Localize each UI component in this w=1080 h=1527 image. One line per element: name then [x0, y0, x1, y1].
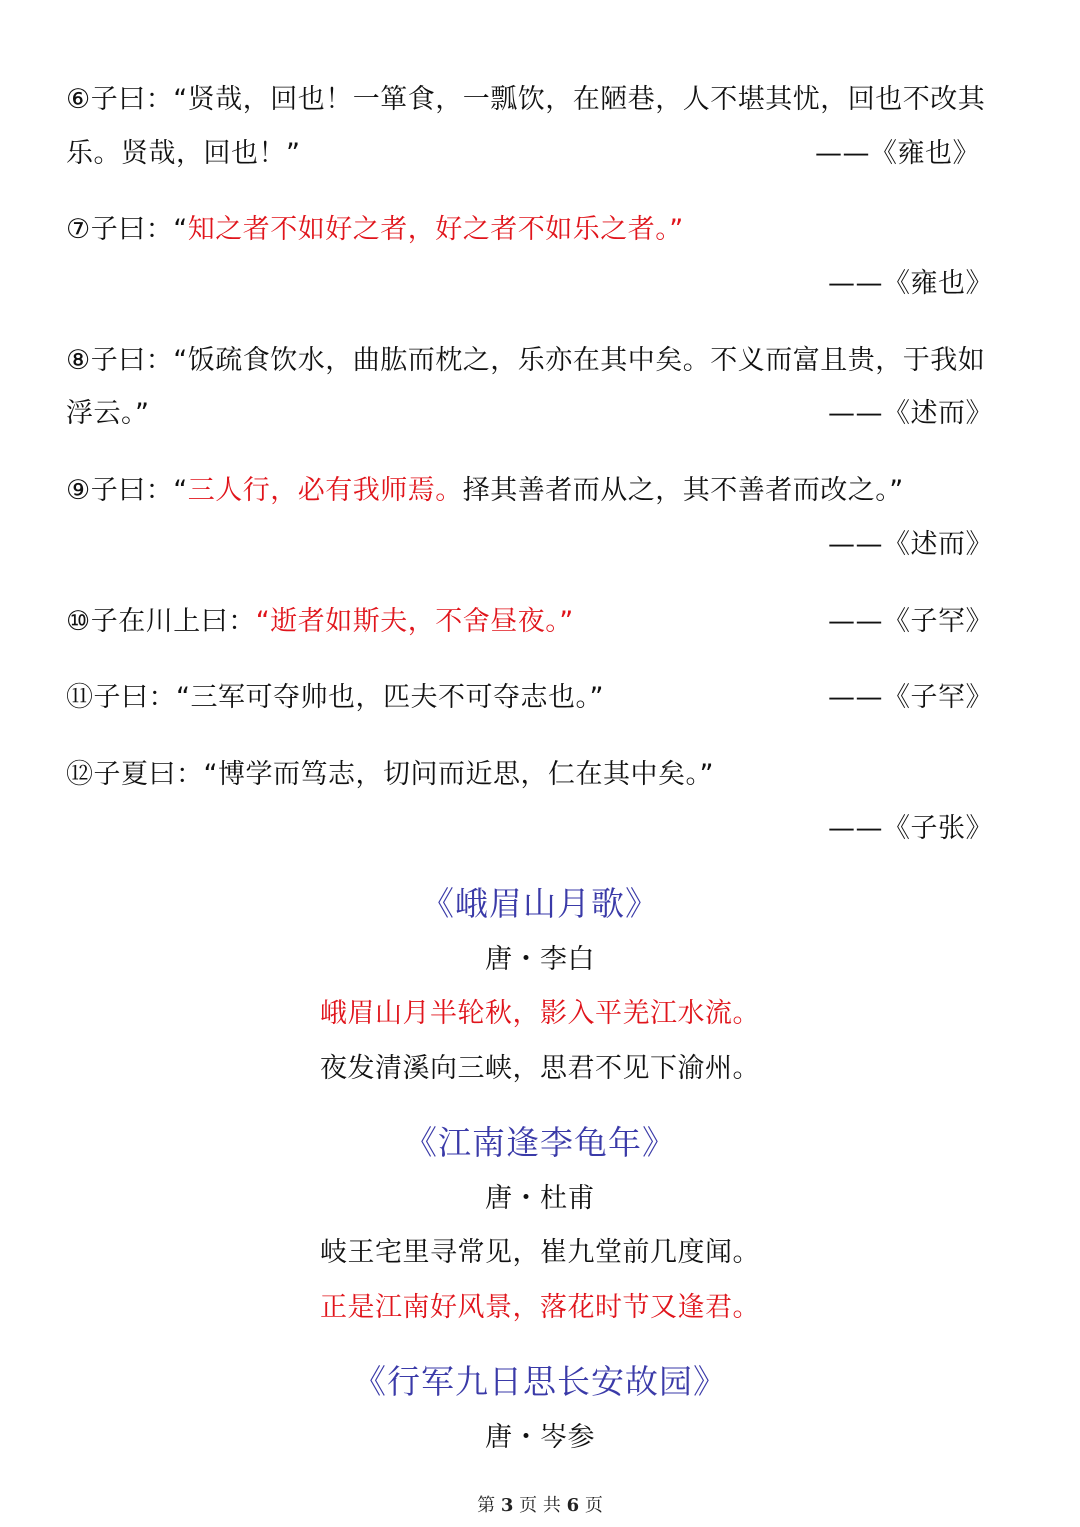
- poem-2-title: 《江南逢李龟年》: [404, 1123, 676, 1162]
- quote-9-source: ——《述而》: [828, 529, 993, 560]
- page-footer: [0, 1494, 1080, 1518]
- poem-1-author: 唐・李白: [485, 944, 595, 975]
- poem-2-author: 唐・杜甫: [485, 1183, 595, 1214]
- quote-text: ⑩子在川上曰：: [66, 606, 256, 637]
- quote-12-source: ——《子张》: [828, 813, 993, 844]
- quote-7-line-1: [66, 212, 684, 248]
- quote-text: ⑧子曰：“饭疏食饮水，曲肱而枕之，乐亦在其中矣。不义而富且贵，于我如: [66, 345, 986, 376]
- poem-3-author: 唐・岑参: [485, 1422, 595, 1453]
- poem-1-line-1: 峨眉山月半轮秋，影入平羌江水流。: [320, 998, 760, 1029]
- poem-3-title: 《行军九日思长安故园》: [353, 1362, 727, 1401]
- footer-page-number: 3: [500, 1495, 514, 1516]
- quote-highlight: “逝者如斯夫，不舍昼夜。”: [255, 606, 574, 637]
- quote-10-source: ——《子罕》: [828, 606, 993, 637]
- footer-total-pages: 6: [566, 1495, 580, 1516]
- quote-text: ⑪子曰：“三军可夺帅也，匹夫不可夺志也。”: [66, 682, 604, 713]
- quote-text: ⑫子夏曰：“博学而笃志，切问而近思，仁在其中矣。”: [66, 759, 714, 790]
- quote-text: ⑦子曰：“: [66, 214, 188, 245]
- quote-6-source: ——《雍也》: [815, 138, 980, 169]
- quote-text: 择其善者而从之，其不善者而改之。”: [462, 475, 904, 506]
- poem-2-line-2: 正是江南好风景，落花时节又逢君。: [320, 1292, 760, 1323]
- footer-prefix: 第: [477, 1495, 496, 1516]
- quote-8-line-1: [66, 343, 985, 379]
- quote-10-line-1: [66, 604, 574, 640]
- quote-11-line-1: [66, 680, 604, 716]
- quote-highlight: 知之者不如好之者，好之者不如乐之者。”: [187, 214, 684, 245]
- quote-text: ⑨子曰：“: [66, 475, 188, 506]
- quote-highlight: 三人行，必有我师焉。: [187, 475, 463, 506]
- quote-6-line-2: [66, 136, 301, 172]
- poem-1-title: 《峨眉山月歌》: [421, 884, 659, 923]
- quote-text: 乐。贤哉，回也！”: [66, 138, 301, 169]
- quote-text: 浮云。”: [66, 398, 150, 429]
- poem-1-line-2: 夜发清溪向三峡，思君不见下渝州。: [320, 1053, 760, 1084]
- quote-12-line-1: [66, 757, 714, 793]
- footer-middle: 页 共: [519, 1495, 561, 1516]
- footer-suffix: 页: [584, 1495, 603, 1516]
- quote-7-source: ——《雍也》: [828, 268, 993, 299]
- quote-11-source: ——《子罕》: [828, 682, 993, 713]
- poem-2-line-1: 岐王宅里寻常见，崔九堂前几度闻。: [320, 1237, 760, 1268]
- quote-8-source: ——《述而》: [828, 398, 993, 429]
- quote-8-line-2: [66, 396, 150, 432]
- quote-6-line-1: [66, 82, 985, 118]
- quote-text: ⑥子曰：“贤哉，回也！一箪食，一瓢饮，在陋巷，人不堪其忧，回也不改其: [66, 84, 986, 115]
- quote-9-line-1: [66, 473, 904, 509]
